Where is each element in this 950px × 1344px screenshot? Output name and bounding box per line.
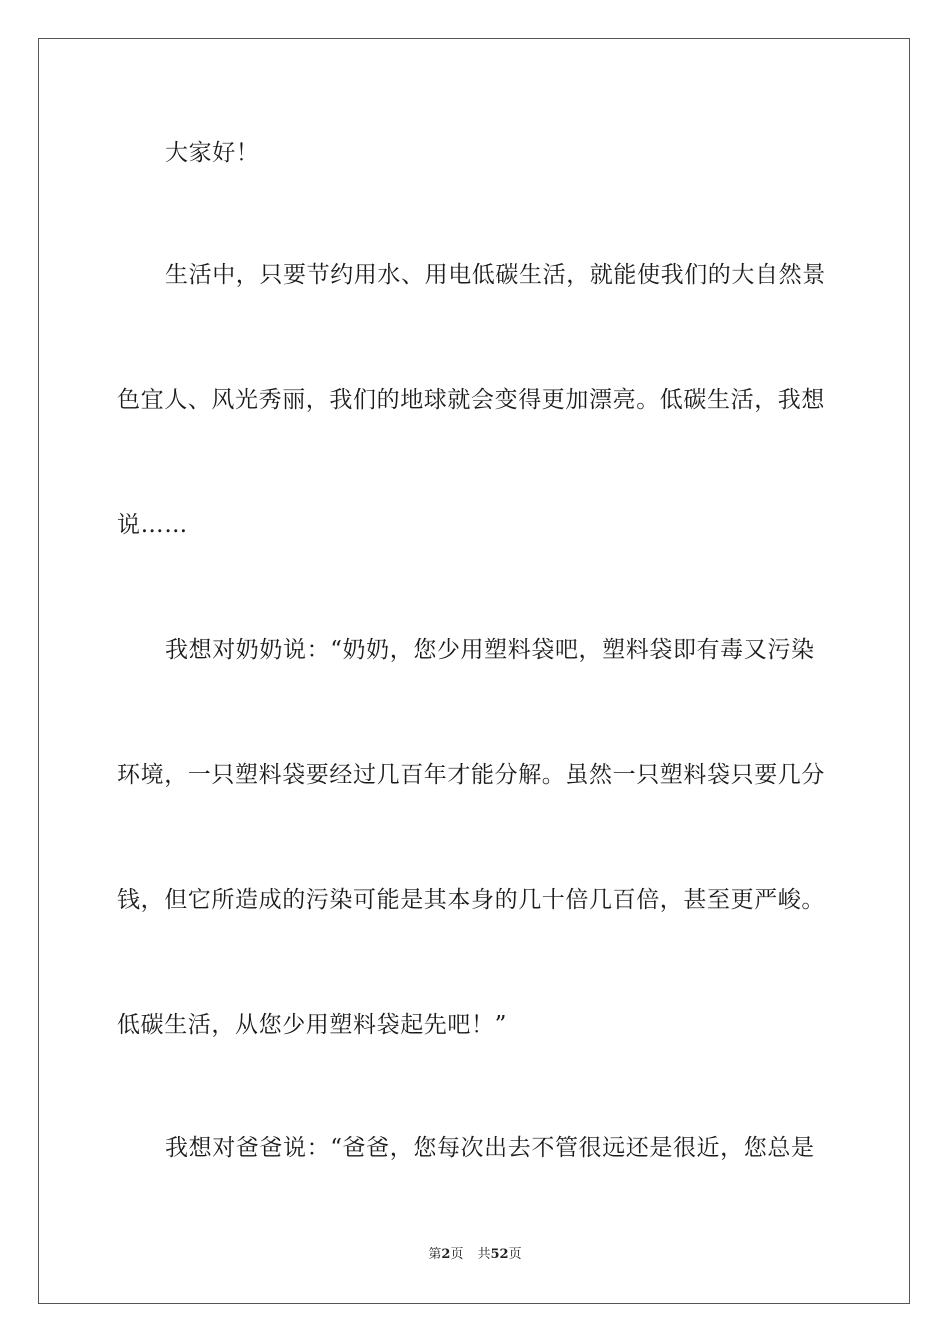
total-suffix: 页 (508, 1247, 522, 1262)
paragraph-3-line-1: 我想对爸爸说：“爸爸，您每次出去不管很远还是很近，您总是 (165, 1135, 815, 1161)
paragraph-2-line-2: 环境，一只塑料袋要经过几百年才能分解。虽然一只塑料袋只要几分 (117, 762, 825, 788)
page-suffix: 页 (450, 1247, 464, 1262)
page-current: 2 (441, 1247, 451, 1262)
page-frame (38, 38, 910, 1304)
paragraph-1-line-3: 说…… (117, 512, 188, 538)
page-footer (0, 1246, 950, 1264)
page-prefix: 第 (428, 1247, 442, 1262)
greeting-line: 大家好！ (165, 140, 260, 166)
paragraph-2-line-3: 钱，但它所造成的污染可能是其本身的几十倍几百倍，甚至更严峻。 (117, 887, 825, 913)
paragraph-2-line-4: 低碳生活，从您少用塑料袋起先吧！” (117, 1012, 507, 1038)
total-prefix: 共 (477, 1247, 491, 1262)
paragraph-1-line-1: 生活中，只要节约用水、用电低碳生活，就能使我们的大自然景 (165, 262, 826, 288)
page-total: 52 (490, 1247, 509, 1262)
paragraph-2-line-1: 我想对奶奶说：“奶奶，您少用塑料袋吧，塑料袋即有毒又污染 (165, 637, 815, 663)
paragraph-1-line-2: 色宜人、风光秀丽，我们的地球就会变得更加漂亮。低碳生活，我想 (117, 387, 825, 413)
